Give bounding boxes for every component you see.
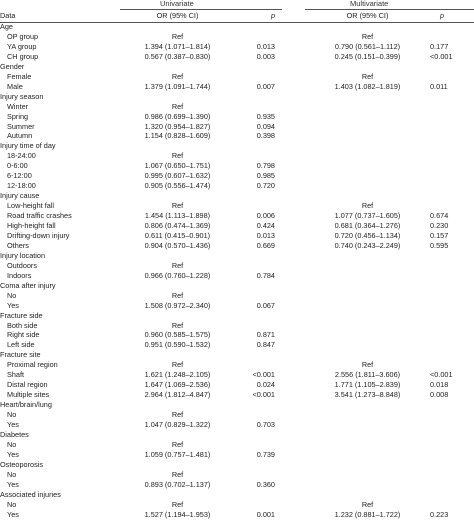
table-row xyxy=(0,420,474,430)
univariate-p-cell: 0.720 xyxy=(256,181,275,191)
univariate-or-cell: 0.904 (0.570–1.436) xyxy=(144,240,211,250)
row-label: Fracture side xyxy=(0,310,43,320)
univariate-p-cell: 0.703 xyxy=(256,420,275,429)
univariate-or-cell: 1.454 (1.113–1.898) xyxy=(144,211,211,221)
univariate-p-cell: 0.013 xyxy=(256,230,275,240)
table-group-row xyxy=(0,92,474,102)
table-row xyxy=(0,330,474,340)
table-row xyxy=(0,231,474,241)
univariate-or-cell: 0.905 (0.556–1.474) xyxy=(144,181,211,191)
univariate-or-cell: 0.806 (0.474–1.369) xyxy=(144,221,211,230)
table-group-row xyxy=(0,22,474,32)
univariate-or-cell: 0.951 (0.590–1.532) xyxy=(144,340,211,350)
table-row xyxy=(0,241,474,251)
univariate-p-cell: 0.424 xyxy=(256,221,275,230)
row-label: Gender xyxy=(0,61,25,71)
univariate-rule xyxy=(120,9,282,10)
row-label: Proximal region xyxy=(7,360,58,370)
table-group-row xyxy=(0,430,474,440)
univariate-p-cell: 0.094 xyxy=(256,121,275,131)
table-row xyxy=(0,370,474,380)
multivariate-or-cell: 1.403 (1.082–1.819) xyxy=(334,81,401,91)
univariate-or-cell: 0.567 (0.387–0.830) xyxy=(144,51,211,61)
table-group-row xyxy=(0,141,474,151)
multivariate-or-cell: 1.232 (0.881–1.722) xyxy=(334,509,401,519)
column-header-multivariate-or: OR (95% CI) xyxy=(346,11,389,20)
univariate-or-cell: 1.621 (1.248–2.105) xyxy=(144,370,211,380)
table-row xyxy=(0,131,474,141)
table-row xyxy=(0,440,474,450)
univariate-or-cell: Ref xyxy=(171,499,184,509)
univariate-p-cell: 0.669 xyxy=(256,240,275,250)
multivariate-or-cell: 0.720 (0.456–1.134) xyxy=(334,230,401,240)
univariate-p-cell: 0.360 xyxy=(256,479,275,489)
multivariate-p-cell: 0.674 xyxy=(430,211,449,221)
row-label: Injury cause xyxy=(0,191,40,201)
multivariate-or-cell: 1.771 (1.105–2.839) xyxy=(334,380,401,390)
univariate-or-cell: 2.964 (1.812–4.847) xyxy=(144,390,211,400)
univariate-or-cell: Ref xyxy=(171,469,184,479)
row-label: Age xyxy=(0,22,13,31)
table-group-row xyxy=(0,251,474,261)
row-label: Fracture site xyxy=(0,350,41,360)
table-group-row xyxy=(0,490,474,500)
row-label: Injury time of day xyxy=(0,141,56,151)
multivariate-or-cell: 0.681 (0.364–1.276) xyxy=(334,221,401,230)
univariate-or-cell: Ref xyxy=(171,151,184,161)
univariate-or-cell: 1.154 (0.828–1.609) xyxy=(144,131,211,141)
table-row xyxy=(0,82,474,92)
multivariate-or-cell: Ref xyxy=(361,360,374,370)
univariate-or-cell: Ref xyxy=(171,439,184,449)
row-label: 6-12:00 xyxy=(7,171,32,181)
row-label: Coma after injury xyxy=(0,280,56,290)
multivariate-p-cell: 0.018 xyxy=(430,380,449,390)
multivariate-or-cell: 0.740 (0.243–2.249) xyxy=(334,240,401,250)
row-label: Road traffic crashes xyxy=(7,211,72,221)
univariate-or-cell: 0.966 (0.760–1.228) xyxy=(144,270,211,280)
univariate-p-cell: <0.001 xyxy=(252,370,275,380)
row-label: Yes xyxy=(7,449,19,459)
table-row xyxy=(0,42,474,52)
table-row xyxy=(0,301,474,311)
multivariate-or-cell: Ref xyxy=(361,71,374,81)
row-label: 0-6:00 xyxy=(7,161,28,171)
table-row xyxy=(0,161,474,171)
table-row xyxy=(0,201,474,211)
table-group-row xyxy=(0,62,474,72)
row-label: Both side xyxy=(7,320,38,330)
univariate-p-cell: 0.067 xyxy=(256,300,275,310)
row-label: OP group xyxy=(7,31,39,41)
multivariate-or-cell: Ref xyxy=(361,201,374,211)
univariate-or-cell: 1.059 (0.757–1.481) xyxy=(144,449,211,459)
row-label: CH group xyxy=(7,51,39,61)
row-label: Right side xyxy=(7,330,40,340)
univariate-or-cell: Ref xyxy=(171,260,184,270)
univariate-header: Univariate xyxy=(160,0,194,8)
multivariate-or-cell: 1.077 (0.737–1.605) xyxy=(334,211,401,221)
univariate-or-cell: Ref xyxy=(171,410,184,420)
row-label: 12-18:00 xyxy=(7,181,36,191)
table-row xyxy=(0,32,474,42)
multivariate-p-cell: 0.008 xyxy=(430,390,449,400)
row-label: Left side xyxy=(7,340,35,350)
table-row xyxy=(0,450,474,460)
multivariate-rule xyxy=(305,9,474,10)
column-header-univariate-p: p xyxy=(270,11,275,20)
row-label: Injury season xyxy=(0,91,44,101)
row-label: 18-24:00 xyxy=(7,151,36,161)
column-header-univariate-or: OR (95% CI) xyxy=(156,11,199,20)
univariate-or-cell: 0.995 (0.607–1.632) xyxy=(144,171,211,181)
univariate-p-cell: 0.003 xyxy=(256,51,275,61)
table-group-row xyxy=(0,311,474,321)
table-row xyxy=(0,510,474,520)
row-label: No xyxy=(7,439,17,449)
table-row xyxy=(0,211,474,221)
multivariate-or-cell: 3.541 (1.273–8.848) xyxy=(334,390,401,400)
univariate-or-cell: 1.067 (0.650–1.751) xyxy=(144,161,211,171)
univariate-p-cell: 0.013 xyxy=(256,41,275,51)
row-label: High-height fall xyxy=(7,221,56,230)
univariate-or-cell: 1.527 (1.194–1.953) xyxy=(144,509,211,519)
table-row xyxy=(0,321,474,331)
multivariate-p-cell: 0.177 xyxy=(430,41,449,51)
univariate-or-cell: 1.647 (1.069–2.536) xyxy=(144,380,211,390)
table-group-row xyxy=(0,400,474,410)
univariate-p-cell: 0.784 xyxy=(256,270,275,280)
univariate-p-cell: 0.847 xyxy=(256,340,275,350)
multivariate-or-cell: Ref xyxy=(361,499,374,509)
univariate-p-cell: 0.007 xyxy=(256,81,275,91)
table-row xyxy=(0,271,474,281)
row-label: Associated injuries xyxy=(0,489,61,499)
univariate-or-cell: 1.047 (0.829–1.322) xyxy=(144,420,211,429)
univariate-or-cell: Ref xyxy=(171,71,184,81)
multivariate-p-cell: <0.001 xyxy=(430,370,453,380)
univariate-or-cell: 0.893 (0.702–1.137) xyxy=(144,479,211,489)
univariate-p-cell: 0.871 xyxy=(256,330,275,340)
row-label: Female xyxy=(7,71,32,81)
multivariate-p-cell: 0.157 xyxy=(430,230,449,240)
multivariate-p-cell: 0.223 xyxy=(430,509,449,519)
multivariate-p-cell: 0.595 xyxy=(430,240,449,250)
univariate-or-cell: 1.379 (1.091–1.744) xyxy=(144,81,211,91)
table-row xyxy=(0,72,474,82)
table-group-row xyxy=(0,191,474,201)
row-label: Drifting-down injury xyxy=(7,230,70,240)
row-label: Yes xyxy=(7,509,19,519)
univariate-p-cell: 0.024 xyxy=(256,380,275,390)
table-row xyxy=(0,360,474,370)
table-row xyxy=(0,390,474,400)
table-row xyxy=(0,221,474,231)
row-label: Summer xyxy=(7,121,35,131)
univariate-p-cell: 0.739 xyxy=(256,449,275,459)
row-label: Injury location xyxy=(0,250,46,260)
column-header-data: Data xyxy=(0,11,16,20)
table-group-row xyxy=(0,350,474,360)
table-group-row xyxy=(0,281,474,291)
table-row xyxy=(0,291,474,301)
row-label: Autumn xyxy=(7,131,33,141)
table-row xyxy=(0,500,474,510)
univariate-or-cell: 1.508 (0.972–2.340) xyxy=(144,300,211,310)
multivariate-or-cell: 0.790 (0.561–1.112) xyxy=(334,41,401,51)
multivariate-p-cell: 0.230 xyxy=(430,221,449,230)
column-header-row xyxy=(0,11,474,21)
univariate-or-cell: 1.320 (0.954–1.827) xyxy=(144,121,211,131)
multivariate-or-cell: 0.245 (0.151–0.399) xyxy=(334,51,401,61)
table-row xyxy=(0,410,474,420)
row-label: Shaft xyxy=(7,370,25,380)
row-label: Osteoporosis xyxy=(0,459,43,469)
row-label: YA group xyxy=(7,41,37,51)
row-label: No xyxy=(7,499,17,509)
row-label: No xyxy=(7,469,17,479)
table-row xyxy=(0,480,474,490)
row-label: Yes xyxy=(7,479,19,489)
univariate-or-cell: 0.960 (0.585–1.575) xyxy=(144,330,211,340)
table-row xyxy=(0,112,474,122)
table-row xyxy=(0,122,474,132)
univariate-or-cell: Ref xyxy=(171,31,184,41)
multivariate-p-cell: 0.011 xyxy=(430,81,448,91)
table-group-row xyxy=(0,460,474,470)
table-row xyxy=(0,470,474,480)
univariate-p-cell: 0.985 xyxy=(256,171,275,181)
univariate-or-cell: 0.611 (0.415–0.901) xyxy=(144,230,211,240)
univariate-or-cell: 0.986 (0.699–1.390) xyxy=(144,111,211,121)
table-row xyxy=(0,171,474,181)
row-label: Distal region xyxy=(7,380,48,390)
table-row xyxy=(0,261,474,271)
univariate-p-cell: 0.001 xyxy=(256,509,275,519)
univariate-p-cell: 0.398 xyxy=(256,131,275,141)
table-row xyxy=(0,102,474,112)
row-label: Yes xyxy=(7,300,19,310)
row-label: Yes xyxy=(7,420,19,429)
column-header-multivariate-p: p xyxy=(440,11,445,20)
row-label: No xyxy=(7,290,17,300)
univariate-or-cell: Ref xyxy=(171,290,184,300)
table-row xyxy=(0,181,474,191)
univariate-or-cell: 1.394 (1.071–1.814) xyxy=(144,41,211,51)
row-label: Indoors xyxy=(7,270,32,280)
multivariate-header: Multivariate xyxy=(350,0,389,8)
univariate-or-cell: Ref xyxy=(171,201,184,211)
row-label: Heart/brain/lung xyxy=(0,400,52,410)
multivariate-or-cell: Ref xyxy=(361,31,374,41)
univariate-p-cell: <0.001 xyxy=(252,390,275,400)
univariate-p-cell: 0.935 xyxy=(256,111,275,121)
multivariate-p-cell: <0.001 xyxy=(430,51,453,61)
univariate-or-cell: Ref xyxy=(171,101,184,111)
row-label: Multiple sites xyxy=(7,390,50,400)
table-row xyxy=(0,151,474,161)
row-label: Others xyxy=(7,240,29,250)
univariate-or-cell: Ref xyxy=(171,320,184,330)
univariate-or-cell: Ref xyxy=(171,360,184,370)
table-row xyxy=(0,380,474,390)
row-label: Winter xyxy=(7,101,29,111)
row-label: Outdoors xyxy=(7,260,38,270)
row-label: Spring xyxy=(7,111,29,121)
univariate-p-cell: 0.798 xyxy=(256,161,275,171)
multivariate-or-cell: 2.556 (1.811–3.606) xyxy=(334,370,401,380)
row-label: Diabetes xyxy=(0,429,29,439)
row-label: Low-height fall xyxy=(7,201,55,211)
univariate-p-cell: 0.006 xyxy=(256,211,275,221)
table-row xyxy=(0,52,474,62)
table-row xyxy=(0,340,474,350)
row-label: Male xyxy=(7,81,23,91)
row-label: No xyxy=(7,410,17,420)
